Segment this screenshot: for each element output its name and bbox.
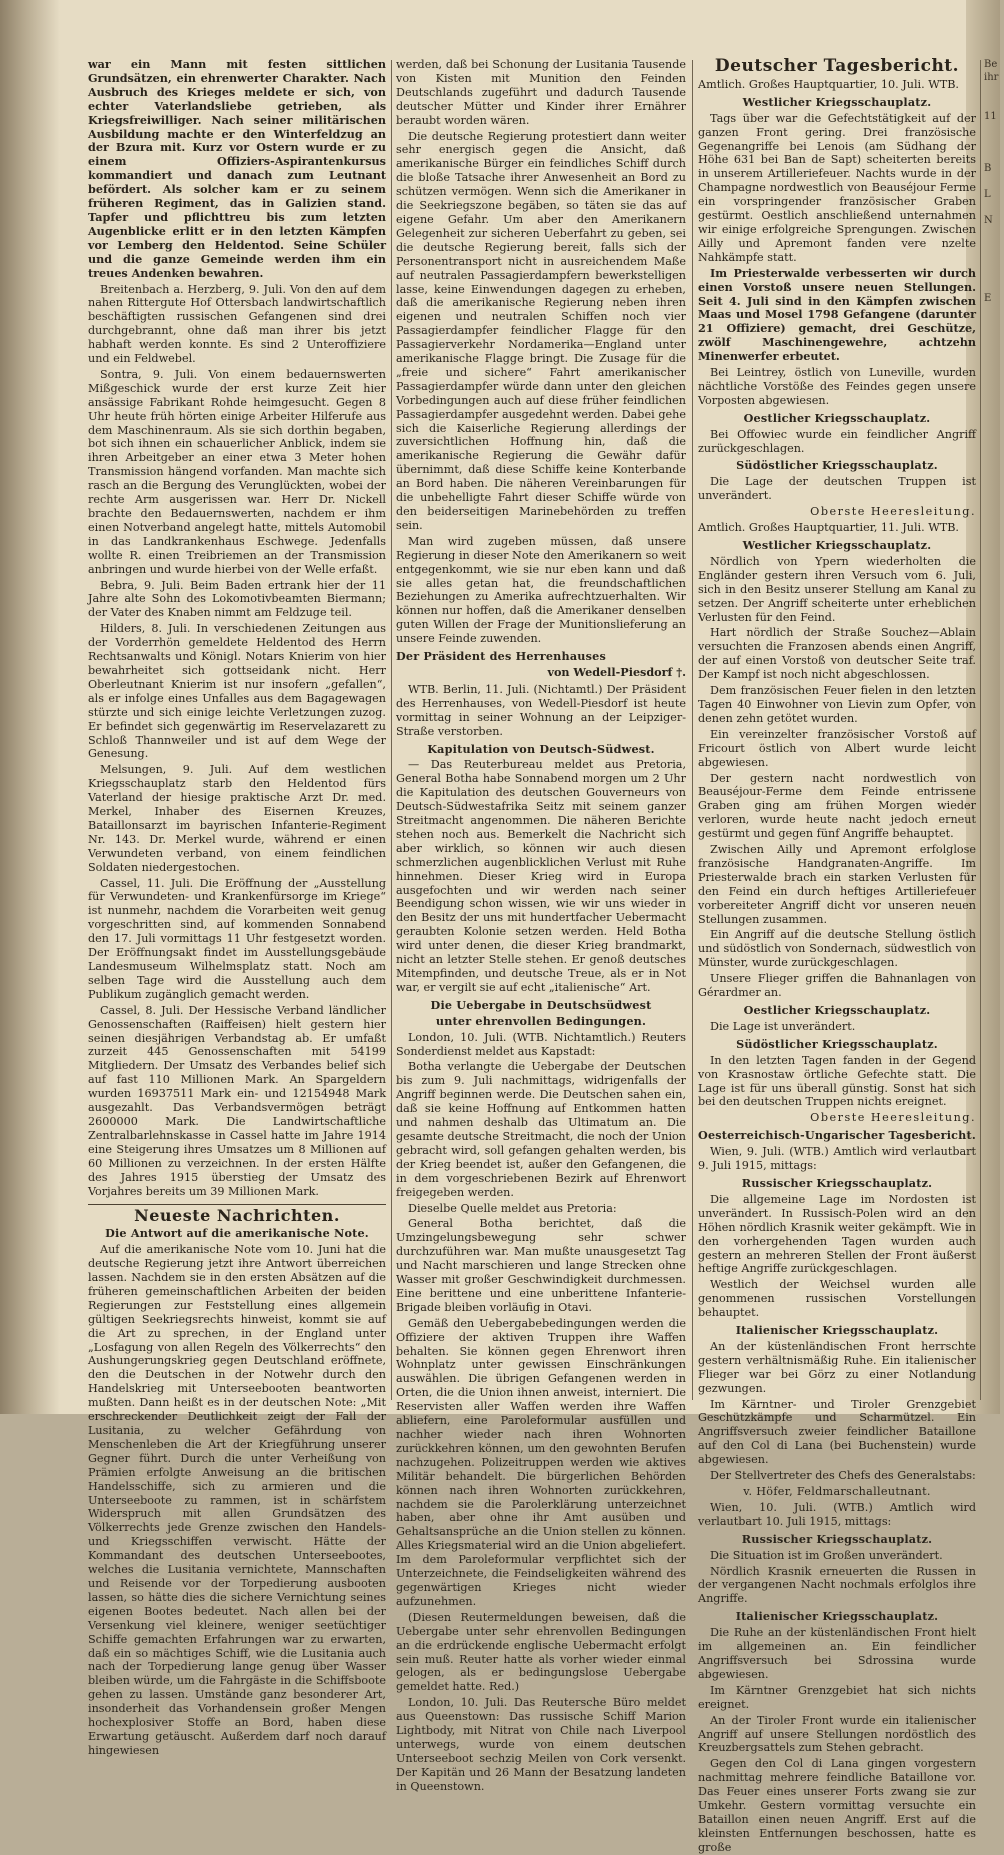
cutoff-fragment: [984, 695, 1004, 708]
article-answer-text: Auf die amerikanische Note vom 10. Juni hat die deutsche Regierung jetzt ihre Antwort überreichen lassen. Nachdem sie in den ersten Absätzen auf die früheren gemeinschaftlichen Arbeiten der beiden Regierungen zur Feststellung eines allgemein gültigen Seekriegsrechts hinweist, kommt sie auf die Art zu sprechen, in der England unter „Losfagung von allen Regeln des Völkerrechts“ den Aushungerungskrieg gegen Deutschland eröffnete, den die Deutschen in der Notwehr durch den Handelskrieg mit Unterseebooten beantworten mußten. Dann heißt es in der deutschen Note: „Mit erschreckender Deutlichkeit zeigt der Fall der Lusitania, zu welcher Gefährdung von Menschenleben die Art der Kriegführung unserer Gegner führt. Durch die unter Verheißung von Prämien erfolgte Anweisung an die britischen Handelsschiffe, sich zu armieren und die Unterseeboote zu rammen, ist in schärfstem Widerspruch mit allen Grundsätzen des Völkerrechts jede Grenze zwischen den Handels- und Kriegsschiffen verwischt. Hätte der Kommandant des deutschen Unterseebootes, welches die Lusitania vernichtete, Mannschaften und Reisende vor der Torpedierung ausbooten lassen, so hätte dies die sichere Vernichtung seines eigenen Bootes bedeutet. Nach allen bei der Versenkung viel kleinere, weniger seetüchtiger Schiffe gemachten Erfahrungen war zu erwarten, daß ein so mächtiges Schiff, wie die Lusitania auch nach der Torpedierung lange genug über Wasser bleiben würde, um die Fahrgäste in die Schiffsboote gehen zu lassen. Umstände ganz besonderer Art, insonderheit das Vorhandensein großer Mengen hochexplosiver Stoffe an Bord, haben diese Erwartung getäuscht. Außerdem darf noch darauf hingewiesen: [88, 1243, 386, 1757]
cutoff-fragment: Be: [984, 59, 998, 70]
cutoff-fragment: [984, 760, 1004, 773]
heading-italian-front: Italienischer Kriegsschauplatz.: [735, 1609, 939, 1624]
report-west-2f: Zwischen Ailly und Apremont erfolglose französische Handgranaten-Angriffe. Im Priesterwalde brach ein starken Verlusten für den Feind ein durch heftiges Artilleriefeuer vorbereiteter Angriff dicht vor unseren neuen Stellungen zusammen.: [698, 843, 976, 926]
cutoff-fragment: [984, 630, 1004, 643]
cutoff-fragment: [984, 565, 1004, 578]
cutoff-fragment: [984, 916, 1004, 929]
heading-italian-front: Italienischer Kriegsschauplatz.: [735, 1323, 939, 1338]
cutoff-fragment: [984, 448, 1004, 461]
report-italy-1: An der küstenländischen Front herrschte gestern verhältnismäßig Ruhe. Ein italienischer Flieger war bei Görz zu einer Notlandung gezwungen.: [698, 1339, 976, 1395]
cutoff-fragment: N: [984, 215, 993, 226]
heading-president-name: von Wedell-Piesdorf †.: [547, 664, 686, 679]
heading-southeastern-front: Südöstlicher Kriegsschauplatz.: [736, 458, 938, 473]
cutoff-fragment: [984, 812, 1004, 825]
news-cassel-1: Cassel, 11. Juli. Die Eröffnung der „Ausstellung für Verwundeten- und Krankenfürsorge im Kriege“ ist nunmehr, nachdem die Vorarbeiten weit genug vorgeschritten sind, auf kommenden Sonnabend den 17. Juli vormittags 11 Uhr festgesetzt worden. Der Eröffnungsakt findet im Ausstellungsgebäude Landesmuseum Wilhelmsplatz statt. Noch am selben Tage wird die Ausstellung auch dem Publikum zugänglich gemacht werden.: [88, 876, 386, 1001]
report-west-2g: Ein Angriff auf die deutsche Stellung östlich und südöstlich von Sondernach, südwestlich von Münster, wurde zurückgeschlagen.: [698, 928, 976, 970]
heading-eastern-front: Oestlicher Kriegsschauplatz.: [743, 410, 931, 425]
report-east: Bei Offowiec wurde ein feindlicher Angriff zurückgeschlagen.: [698, 427, 976, 455]
article-london-1: London, 10. Juli. (WTB. Nichtamtlich.) Reuters Sonderdienst meldet aus Kapstadt:: [396, 1030, 686, 1058]
article-general-botha: General Botha berichtet, daß die Umzingelungsbewegung sehr schwer durchzuführen war. Man mußte unausgesetzt Tag und Nacht marschieren und lange Strecken ohne Wasser mit großer Geschwindigkeit durchmessen. Eine berittene und eine unberittene Infanterie-Brigade bleiben vorläufig in Otavi.: [396, 1217, 686, 1314]
report-west-2h: Unsere Flieger griffen die Bahnanlagen von Gérardmer an.: [698, 972, 976, 1000]
news-hilders: Hilders, 8. Juli. In verschiedenen Zeitungen aus der Vorderrhön gemeldete Heldentod des Herrn Rechtsanwalts und Königl. Notars Knierim von hier bewahrheitet sich gottseidank nicht. Herr Oberleutnant Knierim ist nur insofern „gefallen“, als er infolge eines Unfalles aus dem Bagagewagen stürzte und sich einige leichte Verletzungen zuzog. Er befindet sich gegenwärtig im Reservelazarett zu Schloß Thannweiler und ist auf dem Wege der Genesung.: [88, 622, 386, 761]
heading-eastern-front: Oestlicher Kriegsschauplatz.: [743, 1003, 931, 1017]
cutoff-fragment: [984, 500, 1004, 513]
article-government-protest: Die deutsche Regierung protestiert dann weiter sehr energisch gegen die Ansicht, daß amerikanische Bürger ein feindliches Schiff durch die bloße Tatsache ihrer Anwesenheit an Bord zu schützen vermögen. Wenn sich die Amerikaner in die Seekriegszone begäben, so täten sie das auf eigene Gefahr. Um aber den Amerikanern Gelegenheit zur sicheren Ueberfahrt zu geben, sei die deutsche Regierung bereit, falls sich der Personentransport nicht in ausreichendem Maße auf neutralen Passagierdampfern bewerkstelligen lasse, keine Einwendungen dagegen zu erheben, daß die amerikanische Regierung neben ihren eigenen und neutralen Schiffen noch vier Passagierdampfer feindlicher Flagge für den Passagierverkehr Nordamerika—England unter amerikanische Flagge bringt. Die Zusage für die „freie und sichere“ Fahrt amerikanischer Passagierdampfer würde dann unter den gleichen Vorbedingungen auch auf diese früher feindlichen Passagierdampfer ausgedehnt werden. Dabei gehe sich die Kaiserliche Regierung allerdings der zuversichtlichen Hoffnung hin, daß die amerikanische Regierung die Gewähr dafür übernimmt, daß diese Schiffe keine Konterbande an Bord haben. Die näheren Vereinbarungen für die unbehelligte Fahrt dieser Schiffe würde von den beiderseitigen Marinebehörden zu treffen sein.: [396, 129, 686, 532]
report-italy-2c: An der Tiroler Front wurde ein italienischer Angriff auf unsere Stellungen nordöstlich des Kreuzbergsattels zum Stehen gebracht.: [698, 1713, 976, 1755]
cutoff-fragment: B: [984, 163, 992, 174]
article-answer-continued: werden, daß bei Schonung der Lusitania Tausende von Kisten mit Munition den Feinden Deutschlands zugeführt und dadurch Tausende deutscher Mütter und Kinder ihrer Ernährer beraubt worden wären.: [396, 58, 686, 127]
cutoff-fragment: [984, 370, 1004, 383]
cutoff-fragment: [984, 747, 1004, 760]
cutoff-fragment: 11: [984, 111, 997, 122]
heading-russian-front: Russischer Kriegsschauplatz.: [741, 1175, 933, 1190]
cutoff-fragment: L: [984, 189, 991, 200]
cutoff-fragment: [984, 643, 1004, 656]
report-southeast: Die Lage der deutschen Truppen ist unverändert.: [698, 475, 976, 503]
report-italy-2d: Gegen den Col di Lana gingen vorgestern nachmittag mehrere feindliche Bataillone vor. Das Feuer eines unserer Forts zwang sie zur Umkehr. Gestern vormittag versuchte ein Bataillon einen neuen Angriff. Erst auf die kleinsten Entfernungen beschossen, hatte es große: [698, 1757, 976, 1854]
cutoff-fragment: [984, 864, 1004, 877]
dateline-10-july: Amtlich. Großes Hauptquartier, 10. Juli. WTB.: [698, 77, 959, 91]
report-russia-1b: Westlich der Weichsel wurden alle genommenen russischen Vorstellungen behauptet.: [698, 1278, 976, 1320]
cutoff-fragment: [984, 799, 1004, 812]
article-terms: Gemäß den Uebergabebedingungen werden die Offiziere der aktiven Truppen ihre Waffen behalten. Sie können gegen Ehrenwort ihren Wohnplatz unter gewissen Einschränkungen auswählen. Die übrigen Gefangenen werden in Orten, die die Union ihnen anweist, interniert. Die Reservisten aller Waffen werden ihre Waffen abliefern, eine Paroleformular ausfüllen und nachher wieder nach ihren Wohnorten zurückkehren können, um den gewohnten Berufen nachzugehen. Polizeitruppen werden wie aktives Militär behandelt. Die bürgerlichen Behörden können nach ihren Wohnorten zurückkehren, nachdem sie die Parolerklärung unterzeichnet haben, aber ohne ihr Amt ausüben und Gehaltsansprüche an die Union stellen zu können. Alles Kriegsmaterial wird an die Union abgeliefert. Im dem Paroleformular verpflichtet sich der Unterzeichnete, die Feindseligkeiten während des gegenwärtigen Krieges nicht wieder aufzunehmen.: [396, 1316, 686, 1608]
heading-austro-hungarian-report: Oesterreichisch-Ungarischer Tagesbericht.: [698, 1128, 976, 1143]
cutoff-fragment: [984, 526, 1004, 539]
cutoff-fragment: [984, 123, 1004, 136]
heading-president: Der Präsident des Herrenhauses: [396, 649, 606, 664]
report-east-2: Die Lage ist unverändert.: [710, 1019, 856, 1033]
report-west-2e: Der gestern nacht nordwestlich von Beauséjour-Ferme dem Feinde entrissene Graben ging am frühen Morgen wieder verloren, wurde heute nacht jedoch erneut gestürmt und gegen fünf Angriffe behauptet.: [698, 771, 976, 841]
report-west-a: Tags über war die Gefechtstätigkeit auf der ganzen Front gering. Drei französische Gegenangriffe bei Lenois (am Südhang der Höhe 631 bei Ban de Sapt) scheiterten bereits in unserem Artilleriefeuer. Nachts wurde in der Champagne nordwestlich von Beauséjour Ferme ein vorspringender französischer Graben gestürmt. Oestlich anschließend unternahmen wir einige erfolgreiche Sprengungen. Zwischen Ailly und Apremont fanden vere nzelte Nahkämpfe statt.: [698, 111, 976, 264]
cutoff-fragment: [984, 929, 1004, 942]
heading-surrender-sub: unter ehrenvollen Bedingungen.: [435, 1013, 647, 1028]
article-president-death: WTB. Berlin, 11. Juli. (Nichtamtl.) Der Präsident des Herrenhauses, von Wedell-Piesdorf ist heute vormittag in seiner Wohnung an der Leipziger-Straße verstorben.: [396, 682, 686, 738]
cutoff-fragment: [984, 838, 1004, 851]
cutoff-fragment: [984, 136, 1004, 149]
heading-western-front: Westlicher Kriegsschauplatz.: [742, 538, 932, 552]
dateline-11-july: Amtlich. Großes Hauptquartier, 11. Juli. WTB.: [698, 521, 959, 535]
article-london-2: London, 10. Juli. Das Reutersche Büro meldet aus Queenstown: Das russische Schiff Marion Lightbody, mit Nitrat von Chile nach Liverpool unterwegs, wurde von einem deutschen Unterseeboot sechzig Meilen von Cork versenkt. Der Kapitän und 26 Mann der Besatzung landeten in Queenstown.: [396, 1696, 686, 1793]
signoff-deputy: Der Stellvertreter des Chefs des Generalstabs:: [710, 1469, 976, 1483]
article-concession: Man wird zugeben müssen, daß unsere Regierung in dieser Note den Amerikanern so weit entgegenkommt, wie sie nur eben kann und daß sie alles getan hat, die freundschaftlichen Beziehungen zu Amerika aufrechtzuerhalten. Wir können nur hoffen, daß die Amerikaner denselben guten Willen der Frage der Munitionslieferung an unsere Feinde zuwenden.: [396, 534, 686, 646]
article-editor-note: (Diesen Reutermeldungen beweisen, daß die Uebergabe unter sehr ehrenvollen Bedingungen an die erdrückende englische Uebermacht erfolgt sein muß. Reuter hatte als vorher wieder einmal gelogen, als er bedingungslose Uebergabe gemeldet hatte. Red.): [396, 1610, 686, 1694]
article-capitulation: — Das Reuterbureau meldet aus Pretoria, General Botha habe Sonnabend morgen um 2 Uhr die Kapitulation des deutschen Gouverneurs von Deutsch-Südwestafrika Seitz mit seinem ganzer Streitmacht angenommen. Die näheren Berichte stehen noch aus. Bemerkelt die Nachricht sich aber wirklich, so können wir auch diesen schmerzlichen augenblicklichen Verlust mit Ruhe hinnehmen. Dieser Krieg wird in Europa ausgefochten und wir werden nach seiner Beendigung schon wissen, wie wir uns wieder in den Besitz der uns mit hundertfacher Uebermacht geraubten Kolonie setzen werden. Held Botha wird unter denen, die dieser Krieg brandmarkt, nicht an letzter Stelle stehen. Er genoß deutsches Mitempfinden, und deutsche Treue, als er in Not war, er vergilt sie auf echt „italienische“ Art.: [396, 758, 686, 994]
cutoff-fragment: [984, 786, 1004, 799]
cutoff-fragment: [984, 708, 1004, 721]
column-4-fragments: [984, 58, 1004, 1408]
cutoff-fragment: [984, 331, 1004, 344]
cutoff-fragment: [984, 656, 1004, 669]
cutoff-fragment: [984, 851, 1004, 864]
cutoff-fragment: [984, 682, 1004, 695]
obituary-paragraph: war ein Mann mit festen sittlichen Grundsätzen, ein ehrenwerter Charakter. Nach Ausbruch des Krieges meldete er sich, von echter Vaterlandsliebe getrieben, als Kriegsfreiwilliger. Nach seiner militärischen Ausbildung machte er den Winterfeldzug an der Bzura mit. Kurz vor Ostern wurde er zu einem Offiziers-Aspirantenkursus kommandiert und danach zum Leutnant befördert. Als solcher kam er zu seinem früheren Regiment, das in Galizien stand. Tapfer und pflichttreu bis zum letzten Augenblicke erlitt er in den letzten Kämpfen vor Lemberg den Heldentod. Seine Schüler und die ganze Gemeinde werden ihm ein treues Andenken bewahren.: [88, 57, 386, 280]
cutoff-fragment: [984, 721, 1004, 734]
cutoff-fragment: [984, 942, 1004, 955]
news-cassel-2: Cassel, 8. Juli. Der Hessische Verband ländlicher Genossenschaften (Raiffeisen) hielt gestern hier seinen diesjährigen Verbandstag ab. Er umfaßt zurzeit 445 Genossenschaften mit 54199 Mitgliedern. Der Umsatz des Verbandes belief sich auf fast 110 Millionen Mark. An Spargeldern wurden 16937511 Mark ein- und 12154948 Mark ausgezahlt. Das Verbandsvermögen beträgt 2600000 Mark. Die Landwirtschaftliche Zentralbarlehnskasse in Cassel hatte im Jahre 1914 eine Steigerung ihres Umsatzes um 8 Millionen auf 60 Millionen zu verzeichnen. In der ersten Hälfte des Jahres 1915 überstieg der Umsatz des Vorjahres bereits um 39 Millionen Mark.: [88, 1003, 386, 1198]
cutoff-fragment: [984, 578, 1004, 591]
cutoff-fragment: [984, 890, 1004, 903]
cutoff-fragment: [984, 383, 1004, 396]
report-west-2b: Hart nördlich der Straße Souchez—Ablain versuchten die Franzosen abends einen Angriff, der auf einen Vorstoß von deutscher Seite traf. Der Kampf ist noch nicht abgeschlossen.: [698, 626, 976, 682]
report-southeast-2: In den letzten Tagen fanden in der Gegend von Krasnostaw örtliche Gefechte statt. Die Lage ist für uns überall günstig. Sonst hat sich bei den deutschen Truppen nichts ereignet.: [698, 1053, 976, 1109]
signoff-supreme-command: Oberste Heeresleitung.: [810, 1111, 976, 1125]
cutoff-fragment: [984, 149, 1004, 162]
cutoff-fragment: [984, 175, 1004, 188]
heading-surrender: Die Uebergabe in Deutschsüdwest: [430, 997, 652, 1012]
cutoff-fragment: [984, 344, 1004, 357]
signoff-supreme-command: Oberste Heeresleitung.: [810, 505, 976, 519]
column-3: [698, 56, 976, 1854]
report-italy-1b: Im Kärntner- und Tiroler Grenzgebiet Geschützkämpfe und Scharmützel. Ein Angriffsversuch zweier feindlicher Bataillone auf den Col di Lana (bei Buchenstein) wurde abgewiesen.: [698, 1397, 976, 1467]
cutoff-fragment: [984, 422, 1004, 435]
article-botha: Botha verlangte die Uebergabe der Deutschen bis zum 9. Juli nachmittags, widrigenfalls der Angriff beginnen werde. Die Deutschen sahen ein, daß sie keine Hoffnung auf Entkommen hatten und nahmen deshalb das Ultimatum an. Die gesamte deutsche Streitmacht, die noch der Union gebracht wird, soll gefangen gehalten werden, bis der Krieg beendet ist, außer den Gefangenen, die in dem vorgeschriebenen Bezirk auf Ehrenwort freigegeben werden.: [396, 1060, 686, 1199]
cutoff-fragment: [984, 227, 1004, 240]
cutoff-fragment: [984, 513, 1004, 526]
heading-capitulation: Kapitulation von Deutsch-Südwest.: [427, 741, 655, 756]
heading-western-front: Westlicher Kriegsschauplatz.: [742, 94, 932, 109]
cutoff-fragment: [984, 487, 1004, 500]
cutoff-fragment: [984, 318, 1004, 331]
cutoff-fragment: [984, 305, 1004, 318]
cutoff-fragment: [984, 604, 1004, 617]
cutoff-fragment: [984, 240, 1004, 253]
cutoff-fragment: [984, 773, 1004, 786]
column-rule: [391, 60, 392, 1400]
cutoff-fragment: [984, 461, 1004, 474]
cutoff-fragment: [984, 474, 1004, 487]
cutoff-fragment: [984, 253, 1004, 266]
cutoff-fragment: [984, 84, 1004, 97]
cutoff-fragment: [984, 266, 1004, 279]
news-sontra: Sontra, 9. Juli. Von einem bedauernswerten Mißgeschick wurde der erst kurze Zeit hier ansässige Fabrikant Rohde heimgesucht. Gegen 8 Uhr heute früh hörten einige Arbeiter Hilferufe aus dem Maschinenraum. Als sie sich dorthin begaben, bot sich ihnen ein schauerlicher Anblick, indem sie ihren Arbeitgeber an einer etwa 3 Meter hohen Transmission hängend vorfanden. Man machte sich rasch an die Bergung des Verunglückten, wobei der rechte Arm ausgerissen war. Herr Dr. Nickell brachte den Bedauernswerten, nachdem er ihm einen Notverband angelegt hatte, mittels Automobil in das Landkrankenhaus Eschwege. Jedenfalls wollte R. einen Treibriemen an der Transmission anbringen und wurde hierbei von der Welle erfaßt.: [88, 367, 386, 576]
report-russia-2: Die Situation ist im Großen unverändert.: [710, 1548, 943, 1562]
cutoff-fragment: [984, 201, 1004, 214]
report-west-2a: Nördlich von Ypern wiederholten die Engländer gestern ihren Versuch vom 6. Juli, sich in den Besitz unserer Stellung am Kanal zu setzen. Der Angriff scheiterte unter erheblichen Verlusten für den Feind.: [698, 554, 976, 624]
report-italy-2: Die Ruhe an der küstenländischen Front hielt im allgemeinen an. Ein feindlicher Angriffsversuch bei Sdrossina wurde abgewiesen.: [698, 1626, 976, 1681]
cutoff-fragment: ihr: [984, 72, 999, 83]
cutoff-fragment: [984, 903, 1004, 916]
news-melsungen: Melsungen, 9. Juli. Auf dem westlichen Kriegsschauplatz starb den Heldentod fürs Vaterland der hiesige praktische Arzt Dr. med. Merkel, Inhaber des Eisernen Kreuzes, Bataillonsarzt im bayrischen Infanterie-Regiment Nr. 143. Dr. Merkel wurde, während er einen Verwundeten verband, von einem feindlichen Soldaten niedergestochen.: [88, 763, 386, 874]
column-1: [88, 57, 386, 1757]
report-west-2c: Dem französischen Feuer fielen in den letzten Tagen 40 Einwohner von Lievin zum Opfer, von denen zehn getötet wurden.: [698, 684, 976, 725]
cutoff-fragment: [984, 877, 1004, 890]
heading-russian-front: Russischer Kriegsschauplatz.: [741, 1531, 933, 1546]
column-rule: [692, 60, 693, 1400]
column-2: [396, 58, 686, 1793]
cutoff-fragment: [984, 539, 1004, 552]
article-heading-answer: Die Antwort auf die amerikanische Note.: [105, 1226, 369, 1241]
cutoff-fragment: [984, 617, 1004, 630]
dateline-vienna-10: Wien, 10. Juli. (WTB.) Amtlich wird verlautbart 10. Juli 1915, mittags:: [698, 1500, 976, 1528]
cutoff-fragment: [984, 734, 1004, 747]
page-gutter-shadow: [0, 0, 60, 1414]
report-west-c: Bei Leintrey, östlich von Luneville, wurden nächtliche Vorstöße des Feindes gegen unsere Vorposten abgewiesen.: [698, 366, 976, 407]
column-rule: [980, 60, 981, 1400]
cutoff-fragment: E: [984, 293, 992, 304]
cutoff-fragment: [984, 669, 1004, 682]
report-russia-2b: Nördlich Krasnik erneuerten die Russen in der vergangenen Nacht nochmals erfolglos ihre Angriffe.: [698, 1564, 976, 1606]
heading-daily-report: Deutscher Tagesbericht.: [714, 56, 960, 76]
dateline-vienna-9: Wien, 9. Juli. (WTB.) Amtlich wird verlautbart 9. Juli 1915, mittags:: [698, 1145, 976, 1173]
cutoff-fragment: [984, 825, 1004, 838]
report-west-2d: Ein vereinzelter französischer Vorstoß auf Fricourt östlich von Albert wurde leicht abgewiesen.: [698, 727, 976, 769]
report-west-b: Im Priesterwalde verbesserten wir durch einen Vorstoß unsere neuen Stellungen. Seit 4. Juli sind in den Kämpfen zwischen Maas und Mosel 1798 Gefangene (darunter 21 Offiziere) gemacht, drei Geschütze, zwölf Maschinengewehre, achtzehn Minenwerfer erbeutet.: [698, 265, 976, 364]
cutoff-fragment: [984, 552, 1004, 565]
report-italy-2b: Im Kärntner Grenzgebiet hat sich nichts ereignet.: [698, 1683, 976, 1711]
news-bebra: Bebra, 9. Juli. Beim Baden ertrank hier der 11 Jahre alte Sohn des Lokomotivbeamten Biermann; der Vater des Knaben nimmt am Feldzuge teil.: [88, 578, 386, 620]
heading-southeastern-front: Südöstlicher Kriegsschauplatz.: [736, 1036, 938, 1051]
cutoff-fragment: [984, 279, 1004, 292]
article-same-source: Dieselbe Quelle meldet aus Pretoria:: [408, 1201, 617, 1215]
cutoff-fragment: [984, 97, 1004, 110]
cutoff-fragment: [984, 435, 1004, 448]
signoff-hoefer: v. Höfer, Feldmarschalleutnant.: [743, 1485, 931, 1498]
section-heading-latest-news: Neueste Nachrichten.: [88, 1204, 386, 1223]
news-breitenbach: Breitenbach a. Herzberg, 9. Juli. Von den auf dem nahen Rittergute Hof Ottersbach landwirtschaftlich beschäftigten russischen Gefangenen sind drei durchgebrannt, ohne daß man ihrer bis jetzt habhaft werden konnte. Es sind 2 Unteroffiziere und ein Feldwebel.: [88, 282, 386, 366]
cutoff-fragment: [984, 357, 1004, 370]
cutoff-fragment: [984, 396, 1004, 409]
cutoff-fragment: [984, 591, 1004, 604]
report-russia-1: Die allgemeine Lage im Nordosten ist unverändert. In Russisch-Polen wird an den Höhen nördlich Krasnik weiter gekämpft. Wie in den vorhergehenden Tagen wurden auch gestern an mehreren Stellen der Front äußerst heftige Angriffe zurückgeschlagen.: [698, 1192, 976, 1276]
cutoff-fragment: [984, 409, 1004, 422]
